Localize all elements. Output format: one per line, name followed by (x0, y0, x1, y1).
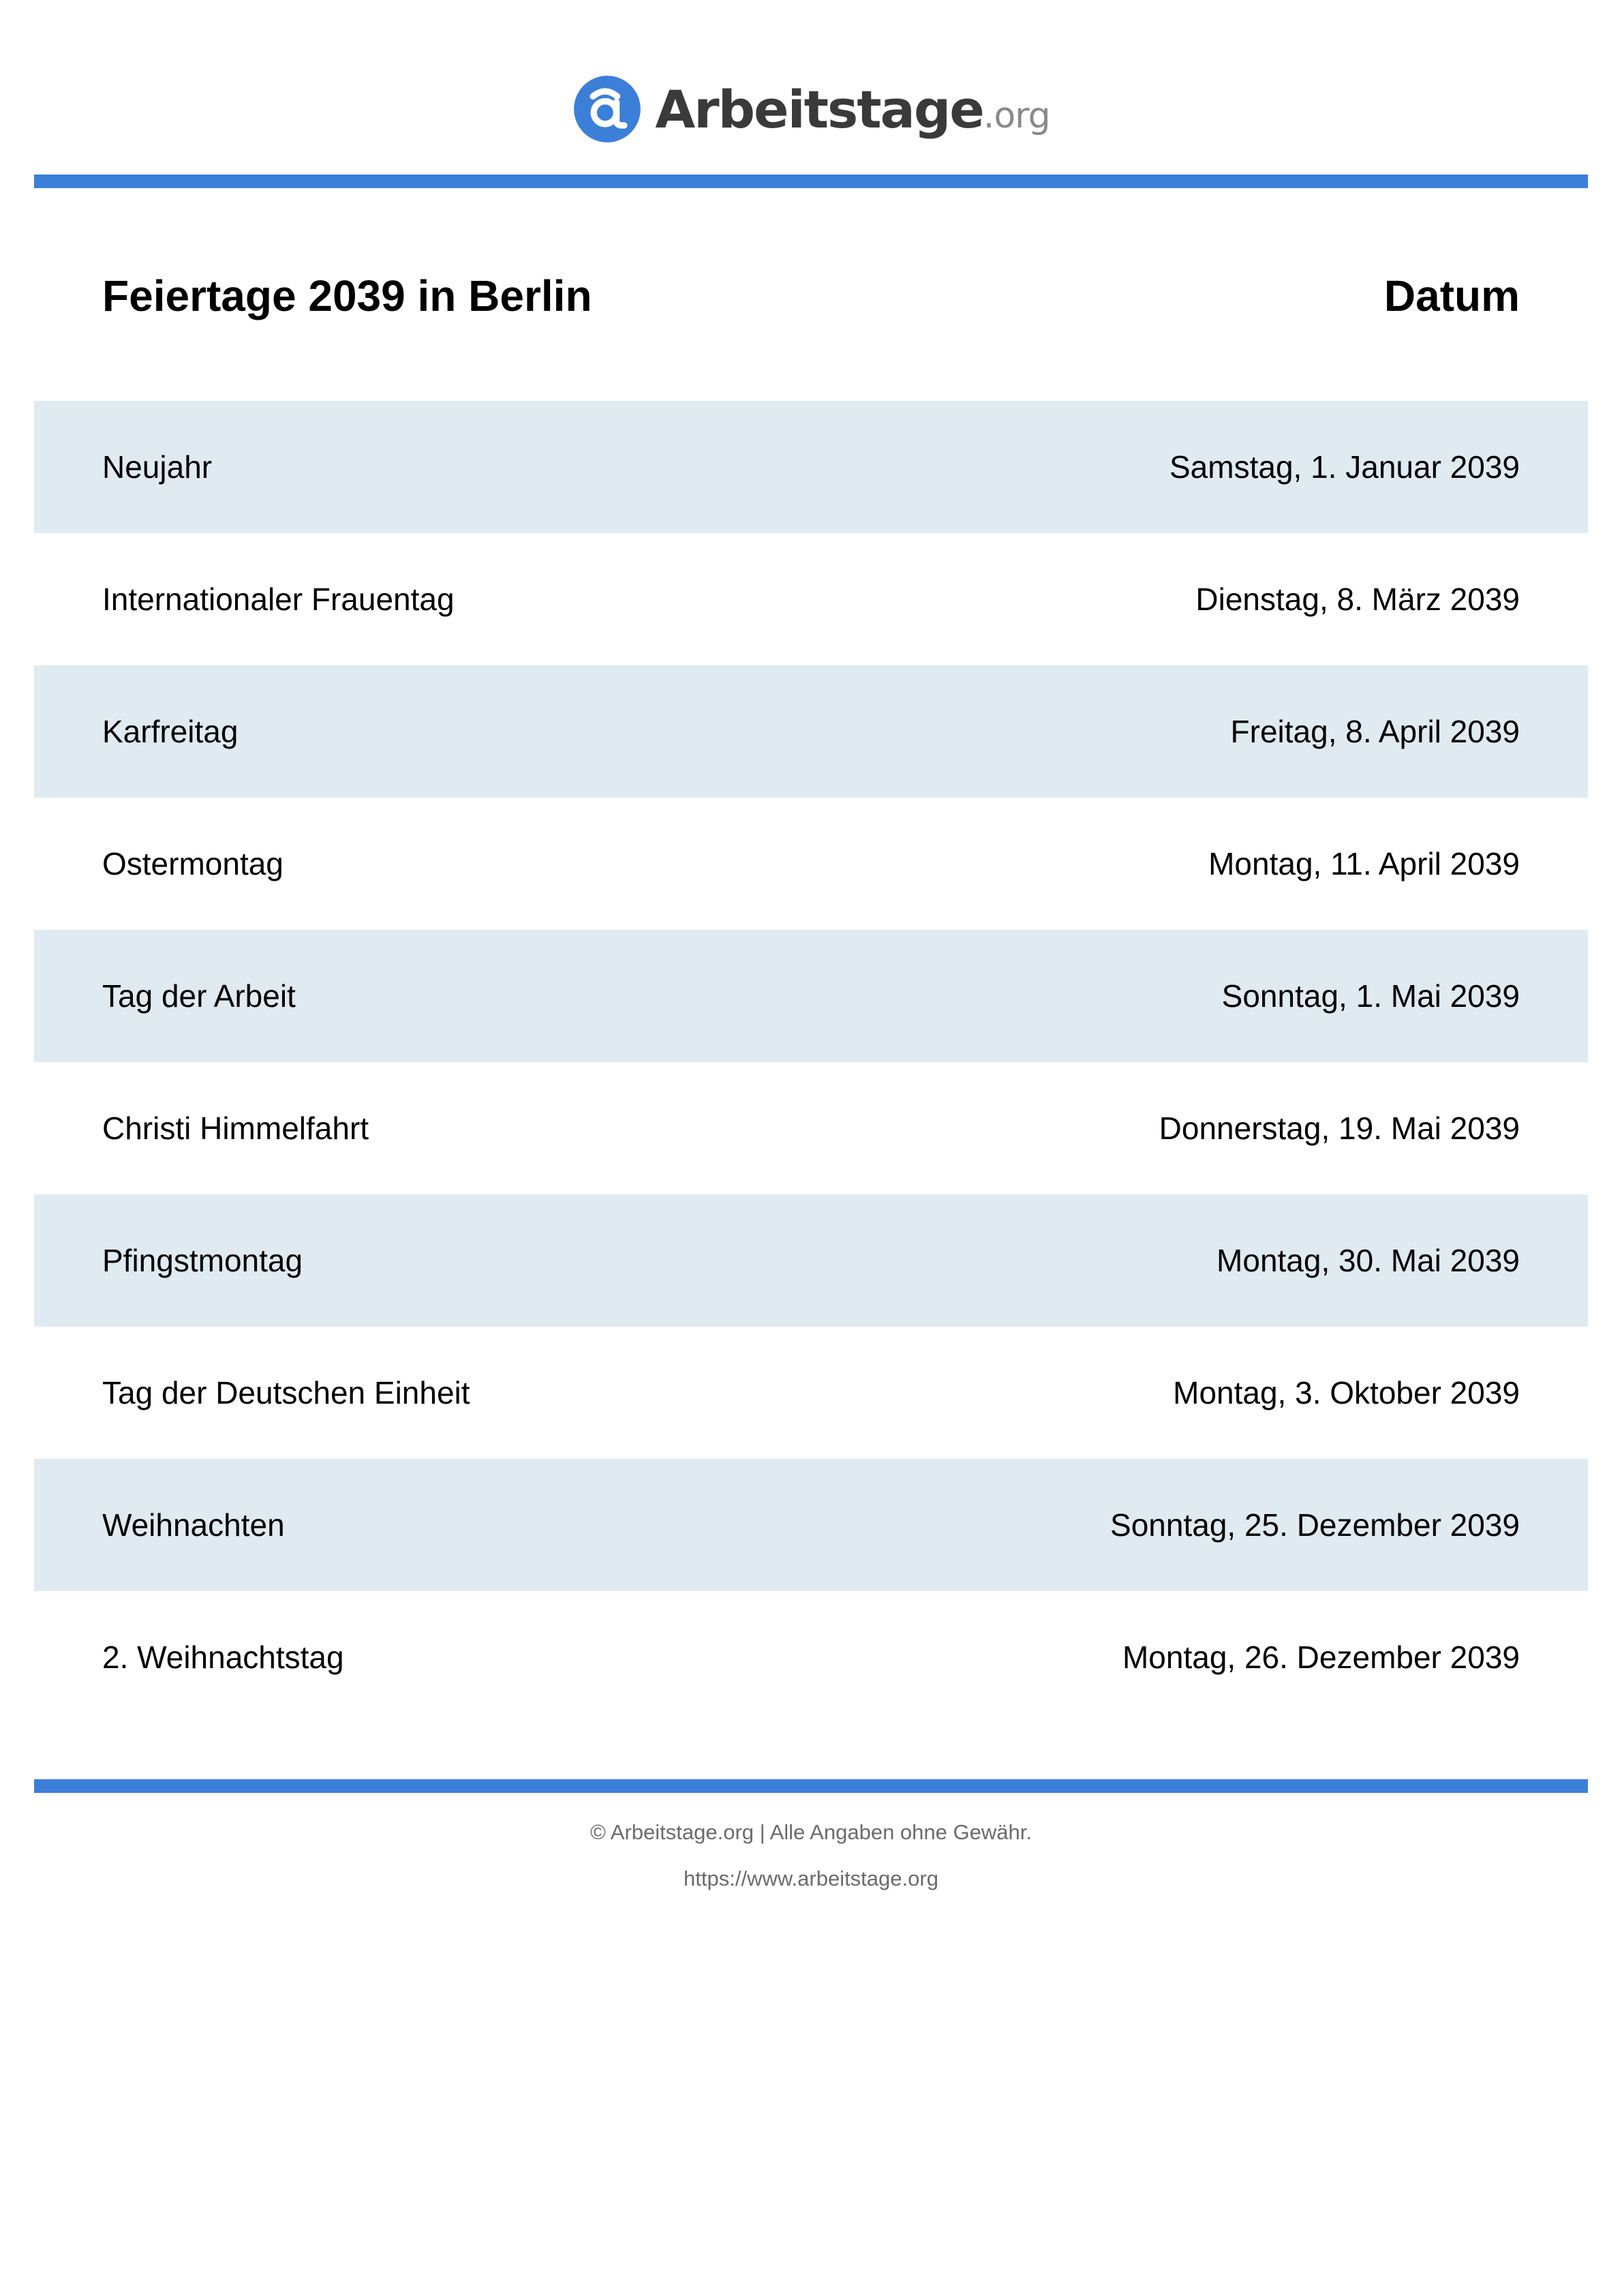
holiday-name: Neujahr (102, 449, 213, 485)
holiday-name: Christi Himmelfahrt (102, 1111, 369, 1146)
table-row (34, 930, 1588, 1062)
holiday-date: Sonntag, 1. Mai 2039 (1221, 978, 1520, 1014)
table-row (34, 1591, 1588, 1723)
page-title: Feiertage 2039 in Berlin (102, 271, 592, 320)
bottom-divider (34, 1779, 1588, 1793)
logo-name: Arbeitstage (655, 78, 983, 140)
holiday-date: Montag, 30. Mai 2039 (1216, 1243, 1520, 1278)
top-divider (34, 175, 1588, 188)
logo-wordmark (655, 79, 1050, 140)
holiday-date: Dienstag, 8. März 2039 (1195, 581, 1520, 617)
at-sign-icon (572, 74, 643, 145)
holiday-name: Tag der Deutschen Einheit (102, 1375, 470, 1410)
holiday-date: Sonntag, 25. Dezember 2039 (1110, 1507, 1520, 1543)
holiday-date: Montag, 11. April 2039 (1208, 846, 1520, 881)
holiday-name: Internationaler Frauentag (102, 581, 455, 617)
holiday-name: Pfingstmontag (102, 1243, 303, 1278)
table-row (34, 1194, 1588, 1327)
footer-url[interactable]: https://www.arbeitstage.org (684, 1867, 938, 1890)
holiday-table (34, 401, 1588, 1723)
table-row (34, 665, 1588, 798)
footer-copyright: © Arbeitstage.org | Alle Angaben ohne Gewähr. (590, 1820, 1032, 1844)
table-row (34, 1327, 1588, 1459)
table-row (34, 798, 1588, 930)
holiday-date: Donnerstag, 19. Mai 2039 (1159, 1111, 1520, 1146)
date-column-header: Datum (1383, 271, 1520, 320)
holiday-name: 2. Weihnachtstag (102, 1640, 344, 1675)
holiday-name: Tag der Arbeit (102, 978, 296, 1014)
holiday-date: Freitag, 8. April 2039 (1230, 714, 1520, 749)
table-row (34, 533, 1588, 665)
holiday-name: Ostermontag (102, 846, 284, 881)
table-row (34, 1459, 1588, 1591)
holiday-date: Samstag, 1. Januar 2039 (1169, 449, 1520, 485)
site-logo (0, 71, 1622, 147)
holiday-name: Karfreitag (102, 714, 239, 749)
holiday-date: Montag, 3. Oktober 2039 (1173, 1375, 1520, 1410)
table-header (34, 254, 1588, 338)
table-row (34, 1062, 1588, 1194)
holiday-date: Montag, 26. Dezember 2039 (1122, 1640, 1520, 1675)
logo-tld: .org (983, 95, 1050, 136)
logo-group (572, 74, 1050, 145)
table-row (34, 401, 1588, 533)
holiday-name: Weihnachten (102, 1507, 285, 1543)
